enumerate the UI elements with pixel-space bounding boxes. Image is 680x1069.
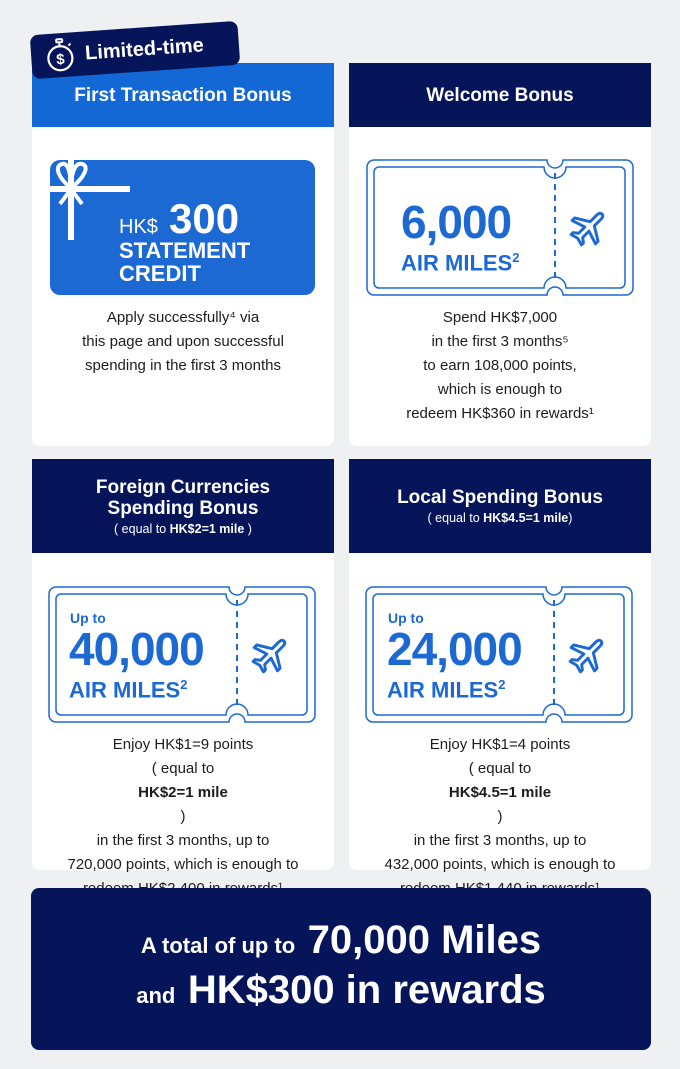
limited-time-label: Limited-time: [84, 33, 205, 64]
first-transaction-card: [32, 63, 334, 446]
foreign-spending-desc: Enjoy HK$1=9 points ( equal to HK$2=1 mile ) in the first 3 months, up to 720,000 points, which is enough to: [67, 736, 299, 873]
foreign-upto-label: Up to: [70, 610, 106, 626]
local-spending-header: [349, 459, 651, 553]
airplane-icon: [249, 632, 293, 676]
total-line-2: and HK$300 in rewards: [136, 968, 546, 1012]
total-line-1: A total of up to 70,000 Miles: [140, 918, 542, 962]
local-upto-label: Up to: [388, 610, 424, 626]
welcome-miles-unit: AIR MILES$^2$: [401, 250, 520, 276]
foreign-spending-card: [32, 459, 334, 873]
voucher-amount: 300: [169, 195, 240, 242]
local-miles-ticket: [365, 586, 633, 723]
voucher-currency: HK$: [119, 216, 158, 238]
local-spending-title: Local Spending Bonus: [397, 487, 603, 508]
foreign-spending-title-line2: Spending Bonus: [107, 497, 259, 519]
local-spending-rate: ( equal to HK$4.5=1 mile): [427, 511, 573, 525]
gift-ribbon-icon: [50, 160, 130, 240]
local-spending-desc: Enjoy HK$1=4 points ( equal to HK$4.5=1 mile ) in the first 3 months, up to 432,000 points, which is enough to: [384, 736, 616, 873]
foreign-spending-title-line1: Foreign Currencies: [95, 476, 271, 498]
voucher-line1: STATEMENT: [119, 238, 251, 263]
welcome-bonus-desc: Spend HK$7,000 in the first 3 months⁵ to earn 108,000 points, which is enough to redeem HK$360 in rewards¹: [406, 309, 594, 422]
total-rewards-banner: [31, 888, 651, 1050]
local-spending-card: [349, 459, 651, 873]
foreign-miles-ticket: [48, 586, 316, 723]
welcome-bonus-header: [349, 63, 651, 127]
statement-credit-voucher: [50, 160, 315, 295]
voucher-line2: CREDIT: [119, 261, 201, 286]
welcome-miles-amount: 6,000: [401, 196, 512, 248]
foreign-miles-unit: AIR MILES$^2$: [69, 677, 188, 703]
stopwatch-dollar-icon: [44, 37, 76, 73]
welcome-miles-ticket: [366, 159, 634, 296]
local-miles-unit: AIR MILES$^2$: [387, 677, 506, 703]
welcome-bonus-title: Welcome Bonus: [426, 84, 574, 106]
airplane-icon: [566, 632, 610, 676]
svg-text:$: $: [55, 50, 66, 69]
foreign-spending-rate: ( equal to HK$2=1 mile ): [114, 521, 252, 536]
local-miles-amount: 24,000: [387, 623, 522, 675]
welcome-bonus-card: [349, 63, 651, 446]
first-transaction-title: First Transaction Bonus: [74, 84, 292, 106]
first-transaction-desc: Apply successfully⁴ via this page and upon successful spending in the first 3 months: [82, 309, 284, 374]
foreign-miles-amount: 40,000: [69, 623, 204, 675]
airplane-icon: [567, 205, 611, 249]
foreign-spending-header: [32, 459, 334, 553]
